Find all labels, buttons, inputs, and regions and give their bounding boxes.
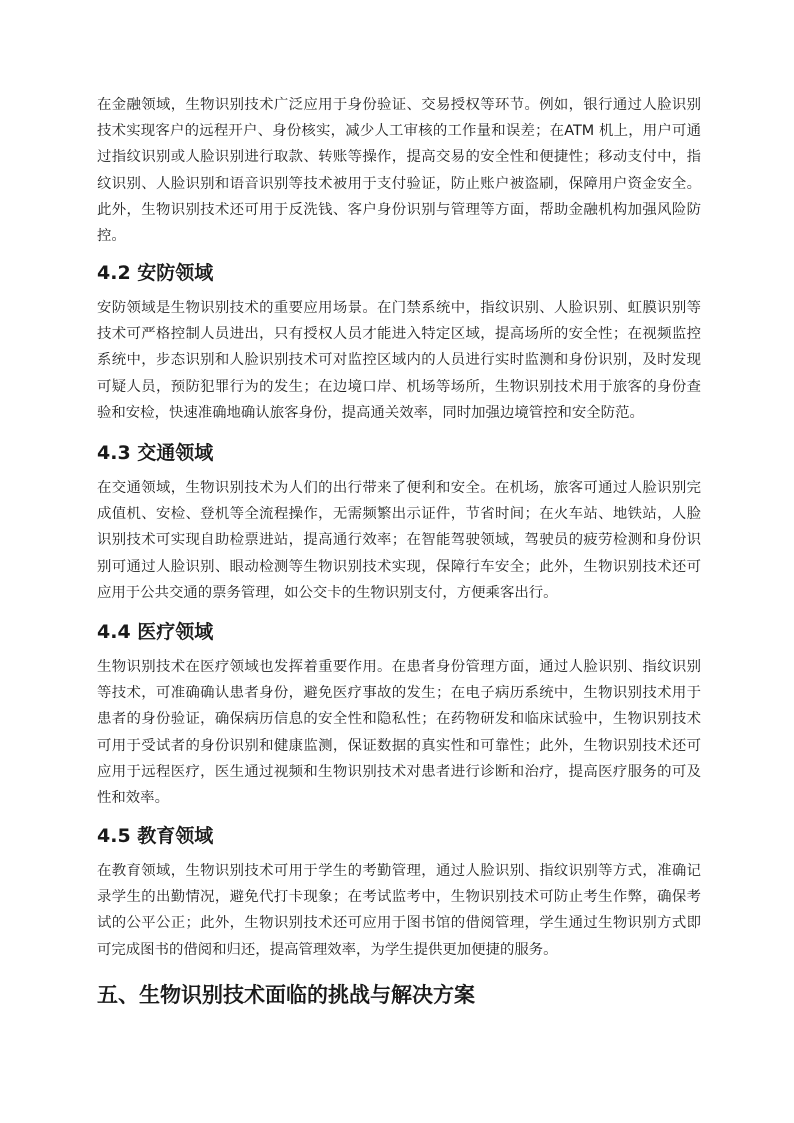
chapter-5	[97, 980, 701, 1010]
heading-chapter-5: 五、生物识别技术面临的挑战与解决方案	[97, 983, 475, 1007]
section-4-5	[97, 822, 701, 850]
section-4-2	[97, 259, 701, 287]
heading-4-4: 4.4 医疗领域	[97, 621, 214, 643]
section-4-3	[97, 439, 701, 467]
heading-4-2: 4.2 安防领域	[97, 262, 214, 284]
transport-section	[97, 475, 701, 606]
security-section	[97, 295, 701, 426]
paragraph-finance: 在金融领域，生物识别技术广泛应用于身份验证、交易授权等环节。例如，银行通过人脸识别技术实现客户的远程开户、身份核实，减少人工审核的工作量和误差；在ATM 机上，用户可通过指纹识别或人脸识别进行取款、转账等操作，提高交易的安全性和便捷性；移动支付中，指纹识别、人脸识别和语音识别等技术被用于支付验证，防止账户被盗刷，保障用户资金安全。此外，生物识别技术还可用于反洗钱、客户身份识别与管理等方面，帮助金融机构加强风险防控。	[97, 97, 701, 245]
paragraph-education: 在教育领域，生物识别技术可用于学生的考勤管理，通过人脸识别、指纹识别等方式，准确记录学生的出勤情况，避免代打卡现象；在考试监考中，生物识别技术可防止考生作弊，确保考试的公平公正；此外，生物识别技术还可应用于图书馆的借阅管理，学生通过生物识别方式即可完成图书的借阅和归还，提高管理效率，为学生提供更加便捷的服务。	[97, 863, 701, 958]
paragraph-medical: 生物识别技术在医疗领域也发挥着重要作用。在患者身份管理方面，通过人脸识别、指纹识别等技术，可准确确认患者身份，避免医疗事故的发生；在电子病历系统中，生物识别技术用于患者的身份验证，确保病历信息的安全性和隐私性；在药物研发和临床试验中，生物识别技术可用于受试者的身份识别和健康监测，保证数据的真实性和可靠性；此外，生物识别技术还可应用于远程医疗，医生通过视频和生物识别技术对患者进行诊断和治疗，提高医疗服务的可及性和效率。	[97, 659, 701, 807]
heading-4-5: 4.5 教育领域	[97, 825, 214, 847]
paragraph-security: 安防领域是生物识别技术的重要应用场景。在门禁系统中，指纹识别、人脸识别、虹膜识别等技术可严格控制人员进出，只有授权人员才能进入特定区域，提高场所的安全性；在视频监控系统中，步态识别和人脸识别技术可对监控区域内的人员进行实时监测和身份识别，及时发现可疑人员，预防犯罪行为的发生；在边境口岸、机场等场所，生物识别技术用于旅客的身份查验和安检，快速准确地确认旅客身份，提高通关效率，同时加强边境管控和安全防范。	[97, 300, 701, 421]
finance-section	[97, 92, 701, 249]
heading-4-3: 4.3 交通领域	[97, 442, 214, 464]
paragraph-transport: 在交通领域，生物识别技术为人们的出行带来了便利和安全。在机场，旅客可通过人脸识别完成值机、安检、登机等全流程操作，无需频繁出示证件，节省时间；在火车站、地铁站，人脸识别技术可实现自助检票进站，提高通行效率；在智能驾驶领域，驾驶员的疲劳检测和身份识别可通过人脸识别、眼动检测等生物识别技术实现，保障行车安全；此外，生物识别技术还可应用于公共交通的票务管理，如公交卡的生物识别支付，方便乘客出行。	[97, 480, 701, 601]
section-4-4	[97, 618, 701, 646]
medical-section	[97, 654, 701, 811]
education-section	[97, 858, 701, 963]
